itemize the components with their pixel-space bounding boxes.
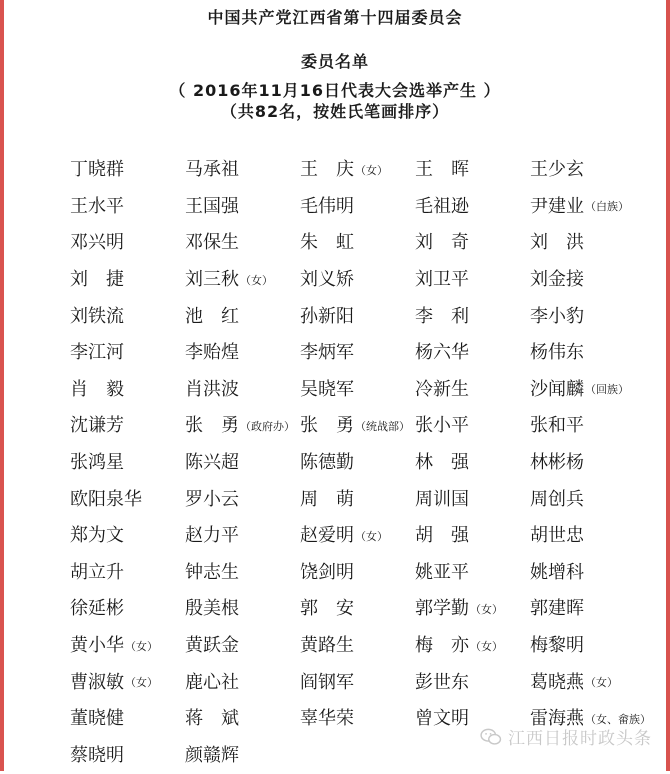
member-item: [185, 628, 300, 665]
document-header: [0, 6, 670, 122]
member-item: [185, 408, 300, 445]
member-item: [70, 701, 185, 738]
member-name: 赵力平: [185, 527, 239, 545]
member-item: [415, 225, 530, 262]
list-subtitle: 委员名单: [0, 42, 670, 74]
member-name: 徐延彬: [70, 600, 124, 618]
member-item: [300, 701, 415, 738]
member-note: （回族）: [585, 384, 629, 395]
member-name: 马承祖: [185, 161, 239, 179]
member-name: 梅黎明: [530, 637, 584, 655]
member-name: 葛晓燕: [530, 674, 584, 692]
member-name: 刘卫平: [415, 271, 469, 289]
member-name: 陈德勤: [300, 454, 354, 472]
member-note: （女）: [355, 531, 388, 542]
member-name: 郭学勤: [415, 600, 469, 618]
member-item: [530, 298, 645, 335]
member-item: [70, 408, 185, 445]
member-item: [70, 335, 185, 372]
member-item: [70, 152, 185, 189]
member-item: [415, 591, 530, 628]
member-item: [70, 189, 185, 226]
member-item: [530, 372, 645, 409]
member-name: 刘金接: [530, 271, 584, 289]
member-item: [415, 555, 530, 592]
member-name: 彭世东: [415, 674, 469, 692]
member-name: 张和平: [530, 417, 584, 435]
member-note: （女）: [125, 677, 158, 688]
member-item: [70, 298, 185, 335]
member-item: [300, 408, 415, 445]
member-name: 毛祖逊: [415, 198, 469, 216]
member-name: 张鸿星: [70, 454, 124, 472]
member-note: （女）: [470, 604, 503, 615]
member-name: 李炳军: [300, 344, 354, 362]
member-name: 林 强: [415, 454, 469, 472]
member-name: 蔡晓明: [70, 747, 124, 765]
member-item: [185, 298, 300, 335]
member-item: [185, 591, 300, 628]
member-item: [415, 664, 530, 701]
member-name: 沈谦芳: [70, 417, 124, 435]
member-name: 张 勇: [300, 417, 354, 435]
member-item: [300, 225, 415, 262]
member-item: [185, 738, 300, 774]
member-item: [415, 335, 530, 372]
member-item: [530, 335, 645, 372]
member-item: [300, 189, 415, 226]
member-item: [300, 262, 415, 299]
member-name: 鹿心社: [185, 674, 239, 692]
member-name: 尹建业: [530, 198, 584, 216]
member-item: [70, 555, 185, 592]
member-item: [70, 591, 185, 628]
member-item: [530, 591, 645, 628]
member-item: [530, 628, 645, 665]
member-item: [530, 152, 645, 189]
member-name: 周训国: [415, 491, 469, 509]
member-note: （女、畲族）: [585, 714, 651, 725]
member-name: 邓兴明: [70, 234, 124, 252]
member-note: （白族）: [585, 201, 629, 212]
member-item: [300, 445, 415, 482]
member-item: [300, 298, 415, 335]
member-item: [185, 555, 300, 592]
member-name: 欧阳泉华: [70, 491, 142, 509]
member-item: [415, 445, 530, 482]
page-title: 中国共产党江西省第十四届委员会: [0, 6, 670, 42]
member-name: 罗小云: [185, 491, 239, 509]
count-note: （共82名，按姓氏笔画排序）: [0, 96, 670, 122]
member-item: [530, 555, 645, 592]
member-name: 阎钢军: [300, 674, 354, 692]
member-name: 毛伟明: [300, 198, 354, 216]
member-item: [185, 701, 300, 738]
member-name: 王国强: [185, 198, 239, 216]
member-name: 姚亚平: [415, 564, 469, 582]
member-name: 李 利: [415, 308, 469, 326]
member-name: 孙新阳: [300, 308, 354, 326]
watermark: [480, 724, 652, 749]
member-item: [415, 189, 530, 226]
member-item: [70, 738, 185, 774]
election-note: （ 2016年11月16日代表大会选举产生 ）: [0, 74, 670, 96]
member-name: 蒋 斌: [185, 710, 239, 728]
member-item: [530, 262, 645, 299]
member-name: 刘 洪: [530, 234, 584, 252]
member-name: 王水平: [70, 198, 124, 216]
member-name: 李小豹: [530, 308, 584, 326]
member-item: [415, 628, 530, 665]
member-name: 辜华荣: [300, 710, 354, 728]
member-name: 王 晖: [415, 161, 469, 179]
member-name: 李贻煌: [185, 344, 239, 362]
member-name: 丁晓群: [70, 161, 124, 179]
member-item: [185, 262, 300, 299]
member-item: [185, 481, 300, 518]
member-item: [530, 445, 645, 482]
member-name: 王 庆: [300, 161, 354, 179]
member-name: 赵爱明: [300, 527, 354, 545]
member-name: 周 萌: [300, 491, 354, 509]
wechat-icon: [480, 728, 502, 746]
member-name: 胡 强: [415, 527, 469, 545]
member-item: [300, 555, 415, 592]
member-name: 胡世忠: [530, 527, 584, 545]
member-name: 刘 奇: [415, 234, 469, 252]
member-item: [415, 298, 530, 335]
member-name: 董晓健: [70, 710, 124, 728]
member-name: 张 勇: [185, 417, 239, 435]
watermark-text: 江西日报时政头条: [508, 724, 652, 749]
member-item: [70, 628, 185, 665]
member-note: （统战部）: [355, 421, 410, 432]
member-item: [415, 262, 530, 299]
member-item: [300, 372, 415, 409]
member-name: 杨伟东: [530, 344, 584, 362]
member-item: [300, 591, 415, 628]
member-name: 黄路生: [300, 637, 354, 655]
member-item: [300, 518, 415, 555]
member-name: 吴晓军: [300, 381, 354, 399]
member-item: [530, 664, 645, 701]
member-name: 刘三秋: [185, 271, 239, 289]
member-name: 曾文明: [415, 710, 469, 728]
member-name: 姚增科: [530, 564, 584, 582]
member-name: 殷美根: [185, 600, 239, 618]
member-item: [185, 372, 300, 409]
member-name: 陈兴超: [185, 454, 239, 472]
member-note: （女）: [355, 165, 388, 176]
member-name: 雷海燕: [530, 710, 584, 728]
member-note: （女）: [470, 641, 503, 652]
member-name: 郑为文: [70, 527, 124, 545]
member-note: （女）: [240, 275, 273, 286]
member-item: [415, 152, 530, 189]
member-name: 郭建晖: [530, 600, 584, 618]
member-name: 李江河: [70, 344, 124, 362]
member-list: [70, 152, 650, 774]
member-name: 张小平: [415, 417, 469, 435]
member-item: [300, 664, 415, 701]
member-item: [70, 518, 185, 555]
member-item: [70, 225, 185, 262]
member-item: [300, 335, 415, 372]
member-item: [415, 408, 530, 445]
member-item: [185, 152, 300, 189]
member-item: [185, 664, 300, 701]
member-item: [70, 481, 185, 518]
member-item: [415, 481, 530, 518]
member-item: [530, 408, 645, 445]
member-item: [70, 372, 185, 409]
member-item: [530, 225, 645, 262]
member-name: 黄小华: [70, 637, 124, 655]
member-item: [530, 189, 645, 226]
member-name: 杨六华: [415, 344, 469, 362]
member-item: [300, 628, 415, 665]
member-name: 饶剑明: [300, 564, 354, 582]
member-item: [185, 189, 300, 226]
member-item: [185, 518, 300, 555]
member-name: 刘 捷: [70, 271, 124, 289]
member-name: 黄跃金: [185, 637, 239, 655]
member-item: [530, 481, 645, 518]
member-item: [70, 445, 185, 482]
member-name: 邓保生: [185, 234, 239, 252]
member-item: [185, 225, 300, 262]
member-name: 王少玄: [530, 161, 584, 179]
member-note: （女）: [125, 641, 158, 652]
member-name: 肖洪波: [185, 381, 239, 399]
member-item: [415, 518, 530, 555]
member-name: 郭 安: [300, 600, 354, 618]
member-name: 朱 虹: [300, 234, 354, 252]
member-name: 刘义矫: [300, 271, 354, 289]
member-item: [530, 518, 645, 555]
member-item: [300, 152, 415, 189]
member-item: [415, 372, 530, 409]
member-name: 肖 毅: [70, 381, 124, 399]
member-item: [185, 335, 300, 372]
member-name: 沙闻麟: [530, 381, 584, 399]
member-name: 颜赣辉: [185, 747, 239, 765]
member-item: [70, 664, 185, 701]
member-note: （女）: [585, 677, 618, 688]
member-note: （政府办）: [240, 421, 295, 432]
member-name: 林彬杨: [530, 454, 584, 472]
member-name: 冷新生: [415, 381, 469, 399]
member-name: 胡立升: [70, 564, 124, 582]
member-item: [70, 262, 185, 299]
member-name: 梅 亦: [415, 637, 469, 655]
member-name: 刘铁流: [70, 308, 124, 326]
member-item: [185, 445, 300, 482]
member-name: 曹淑敏: [70, 674, 124, 692]
member-name: 池 红: [185, 308, 239, 326]
member-name: 钟志生: [185, 564, 239, 582]
member-name: 周创兵: [530, 491, 584, 509]
member-item: [300, 481, 415, 518]
